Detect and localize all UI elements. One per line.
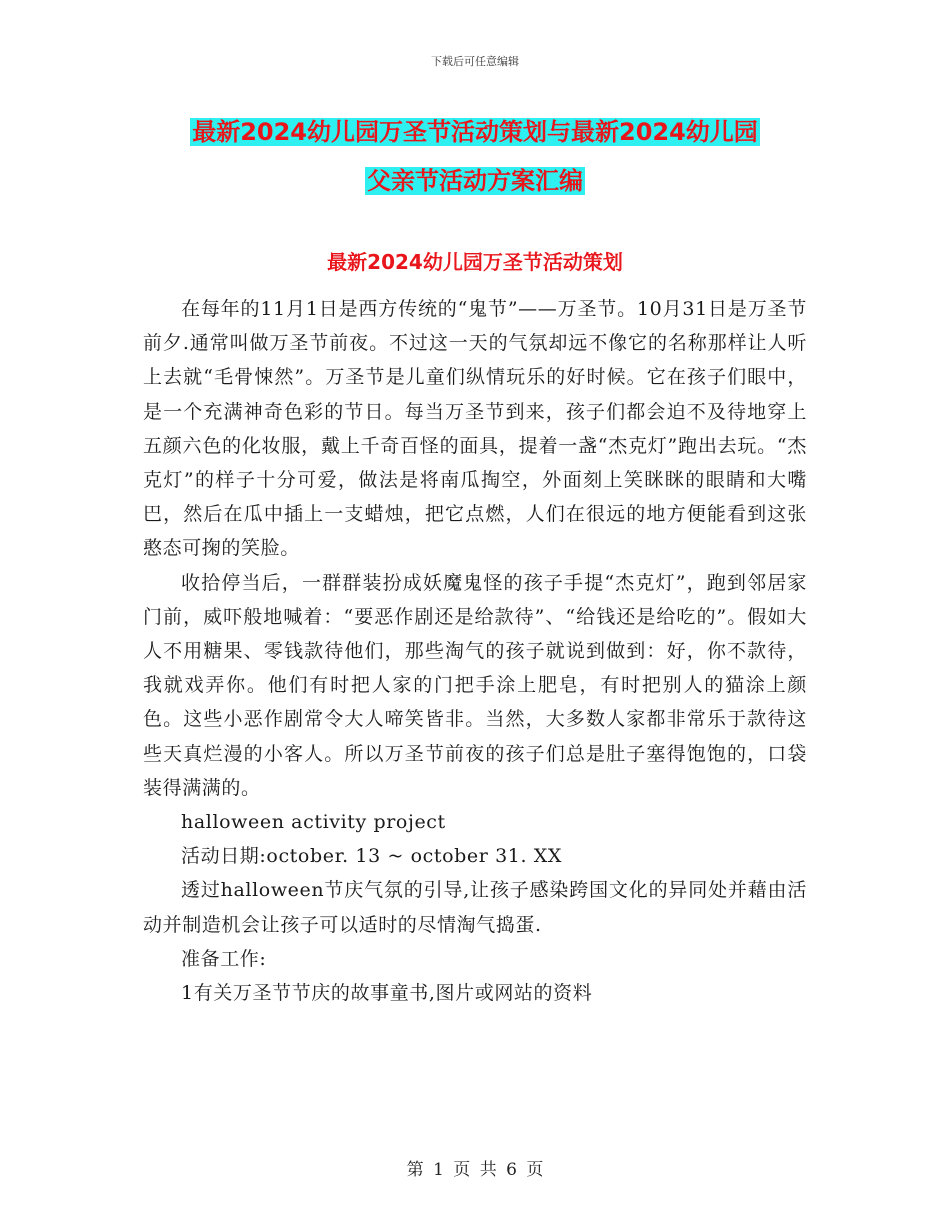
header-note: 下载后可任意编辑	[431, 55, 519, 68]
document-title-line-1: 最新2024幼儿园万圣节活动策划与最新2024幼儿园	[192, 118, 758, 146]
section-title: 最新2024幼儿园万圣节活动策划	[327, 250, 623, 274]
paragraph: 准备工作:	[181, 947, 267, 970]
document-title	[150, 108, 800, 206]
page-footer: 第 1 页 共 6 页	[406, 1160, 544, 1180]
paragraph: 透过halloween节庆气氛的引导,让孩子感染跨国文化的异同处并藉由活动并制造机会让孩子可以适时的尽情淘气捣蛋.	[143, 879, 807, 936]
paragraph: 在每年的11月1日是西方传统的“鬼节”——万圣节。10月31日是万圣节前夕.通常叫做万圣节前夜。不过这一天的气氛却远不像它的名称那样让人听上去就“毛骨悚然”。万圣节是儿童们纵情玩乐的好时候。它在孩子们眼中，是一个充满神奇色彩的节日。每当万圣节到来，孩子们都会迫不及待地穿上五颜六色的化妆服，戴上千奇百怪的面具，提着一盏“杰克灯”跑出去玩。“杰克灯”的样子十分可爱，做法是将南瓜掏空，外面刻上笑眯眯的眼睛和大嘴巴，然后在瓜中插上一支蜡烛，把它点燃，人们在很远的地方便能看到这张憨态可掬的笑脸。	[143, 298, 807, 560]
paragraph: 活动日期:october. 13 ~ october 31. XX	[181, 845, 563, 868]
paragraph: 收拾停当后，一群群装扮成妖魔鬼怪的孩子手提“杰克灯”，跑到邻居家门前，威吓般地喊着：“要恶作剧还是给款待”、“给钱还是给吃的”。假如大人不用糖果、零钱款待他们，那些淘气的孩子就说到做到：好，你不款待，我就戏弄你。他们有时把人家的门把手涂上肥皂，有时把别人的猫涂上颜色。这些小恶作剧常令大人啼笑皆非。当然，大多数人家都非常乐于款待这些天真烂漫的小客人。所以万圣节前夜的孩子们总是肚子塞得饱饱的，口袋装得满满的。	[143, 571, 807, 799]
paragraph: halloween activity project	[181, 811, 446, 834]
paragraph: 1有关万圣节节庆的故事童书,图片或网站的资料	[181, 982, 593, 1005]
document-title-line-2: 父亲节活动方案汇编	[367, 167, 583, 195]
document-body	[143, 292, 807, 1010]
